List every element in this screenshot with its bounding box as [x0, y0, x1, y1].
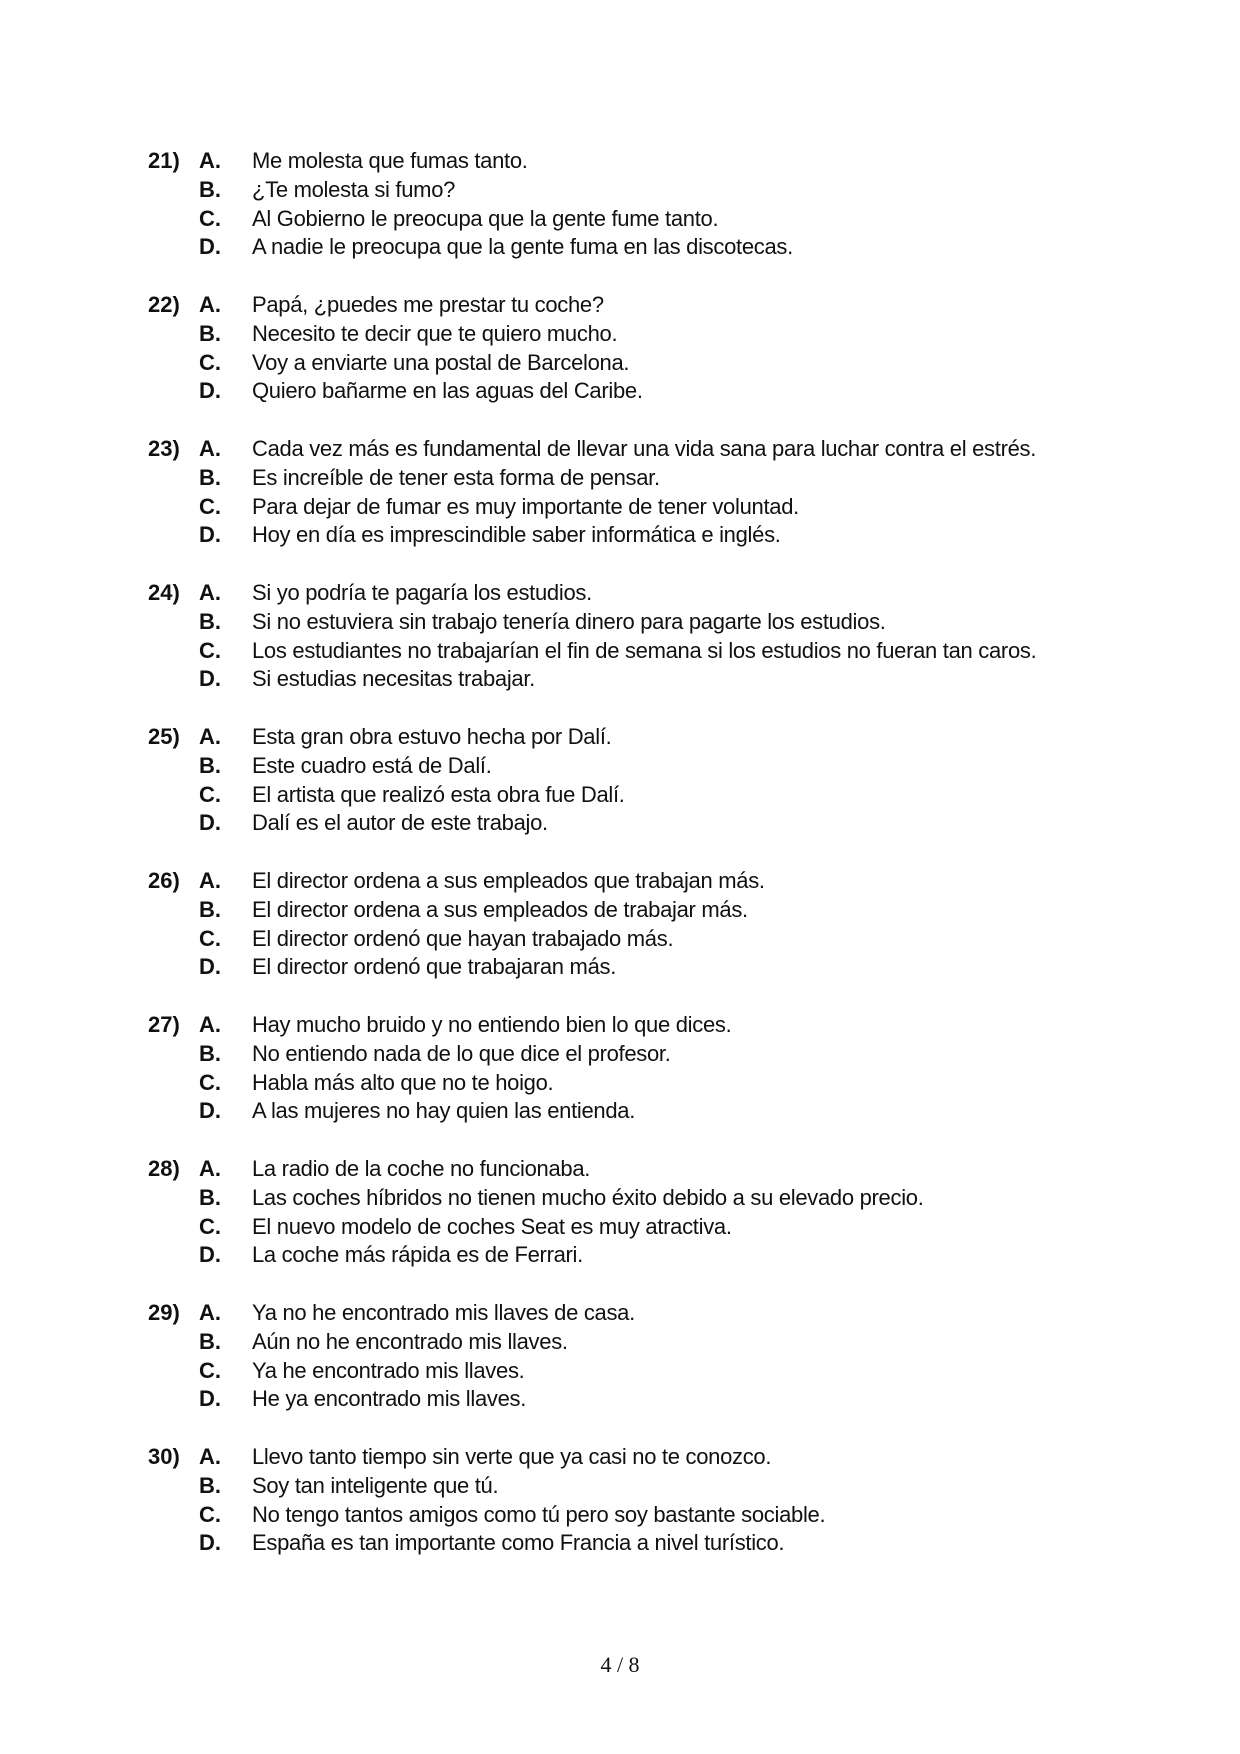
option-row	[0, 1328, 1240, 1357]
question-26	[0, 867, 1240, 1011]
option-text: Ya no he encontrado mis llaves de casa.	[252, 1300, 635, 1325]
option-text: He ya encontrado mis llaves.	[252, 1386, 527, 1412]
option-row	[0, 1040, 1240, 1069]
option-row	[0, 205, 1240, 234]
option-letter: C.	[199, 1069, 221, 1095]
option-text: Aún no he encontrado mis llaves.	[252, 1328, 568, 1354]
option-text: El director ordena a sus empleados de trabajar más.	[252, 896, 748, 922]
option-text: La coche más rápida es de Ferrari.	[252, 1242, 583, 1268]
option-letter: C.	[199, 205, 221, 231]
question-number: 26)	[148, 868, 180, 893]
option-row	[0, 521, 1240, 550]
question-number: 29)	[148, 1300, 180, 1325]
option-text: Dalí es el autor de este trabajo.	[252, 810, 548, 836]
option-row	[0, 867, 1240, 896]
option-text: Llevo tanto tiempo sin verte que ya casi no te conozco.	[252, 1444, 772, 1469]
option-row	[0, 176, 1240, 205]
option-row	[0, 349, 1240, 378]
option-text: El director ordena a sus empleados que trabajan más.	[252, 868, 765, 893]
option-text: Es increíble de tener esta forma de pensar.	[252, 464, 660, 490]
option-text: Este cuadro está de Dalí.	[252, 752, 492, 778]
option-row	[0, 435, 1240, 464]
option-row	[0, 1529, 1240, 1558]
question-24	[0, 579, 1240, 723]
option-text: España es tan importante como Francia a nivel turístico.	[252, 1530, 785, 1556]
option-text: Hay mucho bruido y no entiendo bien lo que dices.	[252, 1012, 732, 1037]
question-number: 21)	[148, 148, 180, 173]
option-text: Voy a enviarte una postal de Barcelona.	[252, 349, 630, 375]
question-27	[0, 1011, 1240, 1155]
option-text: El director ordenó que trabajaran más.	[252, 954, 617, 980]
option-text: Las coches híbridos no tienen mucho éxito debido a su elevado precio.	[252, 1184, 924, 1210]
option-text: Me molesta que fumas tanto.	[252, 148, 528, 173]
question-25	[0, 723, 1240, 867]
option-text: Hoy en día es imprescindible saber informática e inglés.	[252, 522, 781, 548]
question-28	[0, 1155, 1240, 1299]
option-row	[0, 752, 1240, 781]
option-letter: A.	[199, 436, 221, 461]
option-letter: A.	[199, 1300, 221, 1325]
option-text: No tengo tantos amigos como tú pero soy bastante sociable.	[252, 1501, 826, 1527]
option-row	[0, 1213, 1240, 1242]
question-23	[0, 435, 1240, 579]
option-letter: A.	[199, 1156, 221, 1181]
option-row	[0, 291, 1240, 320]
option-letter: C.	[199, 1357, 221, 1383]
option-letter: C.	[199, 1501, 221, 1527]
option-row	[0, 953, 1240, 982]
option-letter: A.	[199, 292, 221, 317]
option-letter: D.	[199, 666, 221, 692]
option-text: Para dejar de fumar es muy importante de tener voluntad.	[252, 493, 799, 519]
option-letter: B.	[199, 896, 221, 922]
option-letter: B.	[199, 1184, 221, 1210]
option-letter: D.	[199, 234, 221, 260]
question-21	[0, 147, 1240, 291]
question-list	[0, 147, 1240, 1587]
option-row	[0, 377, 1240, 406]
option-letter: D.	[199, 522, 221, 548]
option-row	[0, 1501, 1240, 1530]
option-row	[0, 233, 1240, 262]
option-letter: B.	[199, 464, 221, 490]
option-text: Quiero bañarme en las aguas del Caribe.	[252, 378, 643, 404]
option-letter: C.	[199, 493, 221, 519]
option-text: Si no estuviera sin trabajo tenería dinero para pagarte los estudios.	[252, 608, 886, 634]
question-number: 23)	[148, 436, 180, 461]
option-row	[0, 925, 1240, 954]
option-text: No entiendo nada de lo que dice el profesor.	[252, 1040, 671, 1066]
option-text: Habla más alto que no te hoigo.	[252, 1069, 554, 1095]
option-letter: B.	[199, 1328, 221, 1354]
option-row	[0, 147, 1240, 176]
option-row	[0, 1299, 1240, 1328]
option-letter: D.	[199, 954, 221, 980]
option-row	[0, 1357, 1240, 1386]
option-text: El artista que realizó esta obra fue Dalí.	[252, 781, 625, 807]
option-text: La radio de la coche no funcionaba.	[252, 1156, 591, 1181]
option-letter: A.	[199, 1444, 221, 1469]
page-number: 4 / 8	[600, 1652, 640, 1677]
option-text: A nadie le preocupa que la gente fuma en las discotecas.	[252, 234, 793, 260]
option-text: Papá, ¿puedes me prestar tu coche?	[252, 292, 604, 317]
option-letter: A.	[199, 724, 221, 749]
option-letter: A.	[199, 868, 221, 893]
option-row	[0, 1155, 1240, 1184]
question-29	[0, 1299, 1240, 1443]
option-letter: C.	[199, 925, 221, 951]
option-text: Esta gran obra estuvo hecha por Dalí.	[252, 724, 612, 749]
option-text: El nuevo modelo de coches Seat es muy atractiva.	[252, 1213, 732, 1239]
option-row	[0, 896, 1240, 925]
option-text: Si estudias necesitas trabajar.	[252, 666, 535, 692]
question-number: 25)	[148, 724, 180, 749]
option-letter: C.	[199, 1213, 221, 1239]
option-letter: B.	[199, 1040, 221, 1066]
option-row	[0, 1385, 1240, 1414]
option-text: Cada vez más es fundamental de llevar una vida sana para luchar contra el estrés.	[252, 436, 1037, 461]
option-row	[0, 637, 1240, 666]
option-text: Los estudiantes no trabajarían el fin de semana si los estudios no fueran tan caros.	[252, 637, 1037, 663]
question-number: 27)	[148, 1012, 180, 1037]
option-letter: D.	[199, 1386, 221, 1412]
option-row	[0, 1011, 1240, 1040]
option-letter: C.	[199, 781, 221, 807]
option-row	[0, 1472, 1240, 1501]
option-row	[0, 809, 1240, 838]
option-row	[0, 493, 1240, 522]
option-letter: D.	[199, 378, 221, 404]
option-text: Soy tan inteligente que tú.	[252, 1472, 499, 1498]
question-number: 28)	[148, 1156, 180, 1181]
question-number: 24)	[148, 580, 180, 605]
option-row	[0, 781, 1240, 810]
option-text: Al Gobierno le preocupa que la gente fume tanto.	[252, 205, 719, 231]
option-row	[0, 579, 1240, 608]
option-row	[0, 464, 1240, 493]
option-letter: D.	[199, 1242, 221, 1268]
option-text: Necesito te decir que te quiero mucho.	[252, 320, 618, 346]
option-text: A las mujeres no hay quien las entienda.	[252, 1098, 636, 1124]
option-letter: B.	[199, 608, 221, 634]
option-row	[0, 723, 1240, 752]
option-letter: B.	[199, 176, 221, 202]
option-letter: C.	[199, 349, 221, 375]
option-row	[0, 1241, 1240, 1270]
option-letter: A.	[199, 148, 221, 173]
option-letter: B.	[199, 320, 221, 346]
option-text: El director ordenó que hayan trabajado más.	[252, 925, 674, 951]
option-row	[0, 608, 1240, 637]
option-row	[0, 665, 1240, 694]
question-number: 22)	[148, 292, 180, 317]
option-row	[0, 320, 1240, 349]
option-row	[0, 1443, 1240, 1472]
option-letter: B.	[199, 1472, 221, 1498]
option-row	[0, 1184, 1240, 1213]
question-30	[0, 1443, 1240, 1587]
option-letter: B.	[199, 752, 221, 778]
option-row	[0, 1069, 1240, 1098]
option-row	[0, 1097, 1240, 1126]
option-text: Si yo podría te pagaría los estudios.	[252, 580, 592, 605]
question-number: 30)	[148, 1444, 180, 1469]
option-letter: D.	[199, 1098, 221, 1124]
question-22	[0, 291, 1240, 435]
option-letter: A.	[199, 1012, 221, 1037]
option-letter: D.	[199, 810, 221, 836]
option-letter: D.	[199, 1530, 221, 1556]
option-letter: A.	[199, 580, 221, 605]
option-text: ¿Te molesta si fumo?	[252, 176, 456, 202]
option-letter: C.	[199, 637, 221, 663]
option-text: Ya he encontrado mis llaves.	[252, 1357, 525, 1383]
